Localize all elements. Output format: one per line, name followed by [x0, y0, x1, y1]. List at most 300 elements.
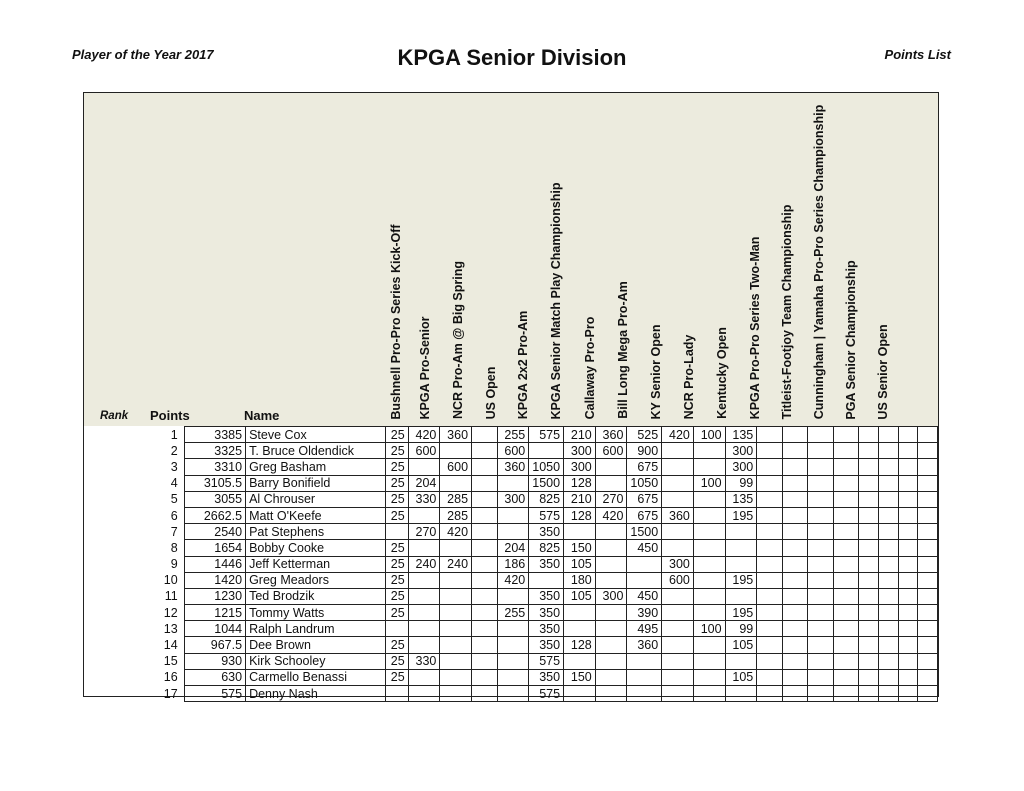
score-cell [782, 427, 808, 443]
score-cell [808, 653, 834, 669]
score-cell [725, 556, 757, 572]
score-cell [693, 669, 725, 685]
score-cell [833, 637, 859, 653]
score-cell [757, 621, 783, 637]
table-row [134, 427, 938, 443]
event-header [835, 93, 867, 423]
event-header [606, 93, 639, 423]
score-cell [385, 621, 408, 637]
empty-cell [918, 475, 938, 491]
empty-cell [879, 669, 899, 685]
score-cell [693, 572, 725, 588]
score-cell [472, 686, 498, 702]
event-header [672, 93, 705, 423]
score-cell [782, 588, 808, 604]
score-cell: 135 [725, 427, 757, 443]
score-cell [498, 637, 529, 653]
score-cell [693, 605, 725, 621]
score-cell [498, 588, 529, 604]
score-cell [808, 605, 834, 621]
score-cell [498, 621, 529, 637]
score-cell [472, 507, 498, 523]
empty-cell [859, 588, 879, 604]
score-cell: 300 [498, 491, 529, 507]
score-cell [757, 540, 783, 556]
points-cell: 3325 [184, 443, 245, 459]
score-cell [472, 605, 498, 621]
score-cell [662, 524, 694, 540]
empty-cell [918, 653, 938, 669]
score-cell: 1500 [627, 524, 662, 540]
empty-cell [859, 686, 879, 702]
score-cell [782, 524, 808, 540]
score-cell: 204 [408, 475, 440, 491]
score-cell [440, 605, 472, 621]
score-cell [808, 475, 834, 491]
score-cell [782, 572, 808, 588]
empty-cell [918, 588, 938, 604]
empty-cell [879, 605, 899, 621]
score-cell [440, 540, 472, 556]
table-row [134, 507, 938, 523]
score-cell: 420 [498, 572, 529, 588]
table-row [134, 491, 938, 507]
empty-cell [859, 443, 879, 459]
score-cell [472, 669, 498, 685]
score-cell: 300 [564, 459, 596, 475]
score-cell [757, 556, 783, 572]
score-cell: 600 [595, 443, 627, 459]
score-cell: 575 [529, 427, 564, 443]
score-cell: 450 [627, 540, 662, 556]
score-cell [440, 621, 472, 637]
points-cell: 1215 [184, 605, 245, 621]
score-cell: 150 [564, 669, 596, 685]
table-row [134, 621, 938, 637]
rank-cell: 9 [170, 557, 178, 572]
score-cell [725, 686, 757, 702]
points-cell: 1044 [184, 621, 245, 637]
score-cell [498, 507, 529, 523]
rank-cell: 12 [163, 605, 178, 620]
score-cell [693, 491, 725, 507]
event-header-label: PGA Senior Championship [844, 259, 858, 420]
empty-cell [879, 556, 899, 572]
score-cell [808, 443, 834, 459]
score-cell [564, 524, 596, 540]
score-cell: 675 [627, 459, 662, 475]
score-cell [440, 588, 472, 604]
rank-cell: 16 [163, 670, 178, 685]
score-cell: 270 [408, 524, 440, 540]
empty-cell [918, 605, 938, 621]
rank-cell: 2 [170, 443, 178, 458]
score-cell [757, 491, 783, 507]
empty-cell [918, 556, 938, 572]
score-cell [833, 475, 859, 491]
score-cell [662, 443, 694, 459]
event-header [384, 93, 408, 423]
empty-cell [879, 653, 899, 669]
table-row [134, 588, 938, 604]
score-cell: 270 [595, 491, 627, 507]
score-cell [833, 507, 859, 523]
score-cell [595, 686, 627, 702]
score-cell [757, 475, 783, 491]
score-cell [472, 459, 498, 475]
score-cell: 25 [385, 605, 408, 621]
rank-cell: 11 [164, 589, 178, 604]
score-cell: 350 [529, 637, 564, 653]
score-cell [408, 621, 440, 637]
name-cell: Tommy Watts [246, 605, 385, 621]
name-cell: Barry Bonifield [246, 475, 385, 491]
score-cell: 360 [662, 507, 694, 523]
rank-cell: 1 [170, 427, 178, 442]
event-header-label: Kentucky Open [714, 327, 729, 419]
score-cell [833, 669, 859, 685]
score-cell [757, 686, 783, 702]
score-cell [662, 605, 694, 621]
empty-cell [859, 459, 879, 475]
score-cell: 900 [627, 443, 662, 459]
empty-cell [879, 475, 899, 491]
score-cell: 204 [498, 540, 529, 556]
event-header [539, 93, 573, 423]
empty-cell [879, 637, 899, 653]
empty-cell [859, 572, 879, 588]
event-header-label: KY Senior Open [648, 324, 663, 419]
points-cell: 630 [184, 669, 245, 685]
event-header-label: Cunningham | Yamaha Pro-Pro Series Championship [812, 104, 826, 420]
empty-cell [918, 572, 938, 588]
score-cell: 350 [529, 621, 564, 637]
score-cell [472, 572, 498, 588]
empty-cell [918, 427, 938, 443]
score-cell [693, 686, 725, 702]
empty-cell [918, 669, 938, 685]
score-cell [498, 669, 529, 685]
score-cell [833, 605, 859, 621]
empty-cell [898, 669, 918, 685]
score-cell: 240 [440, 556, 472, 572]
empty-cell [918, 443, 938, 459]
score-cell [595, 637, 627, 653]
empty-cell [859, 605, 879, 621]
score-cell [662, 588, 694, 604]
score-cell [440, 637, 472, 653]
table-row [134, 572, 938, 588]
score-cell [725, 524, 757, 540]
score-cell [808, 540, 834, 556]
score-cell [627, 669, 662, 685]
table-row [134, 459, 938, 475]
score-cell [782, 605, 808, 621]
name-cell: Ted Brodzik [246, 588, 385, 604]
score-cell [725, 540, 757, 556]
event-header [867, 93, 899, 423]
event-header [705, 93, 738, 423]
empty-cell [879, 621, 899, 637]
event-header [639, 93, 672, 423]
rank-cell: 10 [163, 573, 178, 588]
rank-cell: 3 [170, 459, 178, 474]
empty-cell [898, 427, 918, 443]
score-cell [662, 540, 694, 556]
score-cell: 100 [693, 621, 725, 637]
score-cell: 360 [498, 459, 529, 475]
empty-cell [918, 491, 938, 507]
empty-cell [898, 507, 918, 523]
score-cell: 25 [385, 427, 408, 443]
score-cell: 600 [662, 572, 694, 588]
rank-column-header: Rank [100, 410, 129, 422]
score-cell: 495 [627, 621, 662, 637]
empty-cell [879, 686, 899, 702]
event-header [408, 93, 441, 423]
score-cell: 350 [529, 669, 564, 685]
score-cell: 360 [440, 427, 472, 443]
score-cell: 575 [529, 653, 564, 669]
points-cell: 2662.5 [184, 507, 245, 523]
points-cell: 1420 [184, 572, 245, 588]
points-cell: 3385 [184, 427, 245, 443]
score-cell: 360 [627, 637, 662, 653]
score-cell: 420 [662, 427, 694, 443]
name-cell: Dee Brown [246, 637, 385, 653]
score-cell [662, 475, 694, 491]
empty-cell [879, 427, 899, 443]
name-cell: Greg Basham [246, 459, 385, 475]
name-cell: Denny Nash [246, 686, 385, 702]
score-cell: 105 [564, 588, 596, 604]
score-cell [693, 637, 725, 653]
score-cell [627, 572, 662, 588]
score-cell: 128 [564, 507, 596, 523]
score-cell [595, 621, 627, 637]
score-cell: 240 [408, 556, 440, 572]
empty-cell [918, 637, 938, 653]
score-cell [782, 669, 808, 685]
event-header-label: KPGA Pro-Senior [417, 315, 432, 420]
score-cell [833, 556, 859, 572]
score-cell: 25 [385, 653, 408, 669]
empty-cell [879, 443, 899, 459]
score-cell [757, 637, 783, 653]
score-cell: 300 [725, 459, 757, 475]
score-cell: 150 [564, 540, 596, 556]
empty-cell [898, 540, 918, 556]
score-cell [757, 653, 783, 669]
empty-cell [859, 524, 879, 540]
score-cell [808, 556, 834, 572]
name-cell: Pat Stephens [246, 524, 385, 540]
empty-cell [879, 507, 899, 523]
name-column-header: Name [244, 408, 280, 423]
score-cell [564, 653, 596, 669]
score-cell [757, 507, 783, 523]
points-cell: 1230 [184, 588, 245, 604]
event-header-label: KPGA 2x2 Pro-Am [516, 310, 530, 419]
points-cell: 930 [184, 653, 245, 669]
name-cell: Matt O'Keefe [246, 507, 385, 523]
points-cell: 575 [184, 686, 245, 702]
score-cell [440, 653, 472, 669]
empty-cell [879, 540, 899, 556]
score-cell: 350 [529, 605, 564, 621]
score-cell [782, 686, 808, 702]
empty-cell [898, 524, 918, 540]
score-cell [757, 605, 783, 621]
score-cell: 255 [498, 605, 529, 621]
score-cell [440, 443, 472, 459]
event-header-label: KPGA Senior Match Play Championship [549, 181, 563, 420]
score-cell [408, 507, 440, 523]
score-cell [833, 686, 859, 702]
score-cell: 25 [385, 540, 408, 556]
score-cell: 300 [662, 556, 694, 572]
empty-cell [859, 427, 879, 443]
name-cell: Carmello Benassi [246, 669, 385, 685]
rank-cell: 7 [170, 524, 178, 539]
score-cell: 350 [529, 556, 564, 572]
score-cell [808, 637, 834, 653]
name-cell: Al Chrouser [246, 491, 385, 507]
points-cell: 967.5 [184, 637, 245, 653]
score-cell [472, 540, 498, 556]
score-cell [440, 686, 472, 702]
score-cell: 105 [564, 556, 596, 572]
score-cell: 420 [408, 427, 440, 443]
score-cell [757, 427, 783, 443]
score-cell: 1500 [529, 475, 564, 491]
empty-cell [879, 588, 899, 604]
name-cell: Jeff Ketterman [246, 556, 385, 572]
score-cell [757, 443, 783, 459]
empty-cell [859, 507, 879, 523]
rank-cell: 4 [170, 476, 178, 491]
score-cell: 330 [408, 491, 440, 507]
points-cell: 3105.5 [184, 475, 245, 491]
score-cell [782, 556, 808, 572]
score-cell [564, 686, 596, 702]
empty-cell [859, 621, 879, 637]
score-cell [757, 459, 783, 475]
score-cell: 105 [725, 669, 757, 685]
score-cell [782, 637, 808, 653]
score-cell: 825 [529, 540, 564, 556]
empty-cell [918, 621, 938, 637]
score-cell [662, 669, 694, 685]
score-cell [833, 524, 859, 540]
score-cell [808, 427, 834, 443]
empty-cell [898, 637, 918, 653]
score-cell [627, 686, 662, 702]
empty-cell [859, 475, 879, 491]
score-cell [595, 540, 627, 556]
score-cell: 360 [595, 427, 627, 443]
score-cell: 25 [385, 475, 408, 491]
score-cell: 195 [725, 507, 757, 523]
event-header-label: US Open [483, 366, 498, 419]
score-cell [529, 443, 564, 459]
score-cell [693, 524, 725, 540]
score-cell [662, 653, 694, 669]
score-cell [564, 605, 596, 621]
score-cell: 600 [408, 443, 440, 459]
score-cell [408, 686, 440, 702]
score-cell [529, 572, 564, 588]
score-cell [833, 653, 859, 669]
rank-cell: 14 [163, 638, 178, 653]
score-cell: 350 [529, 524, 564, 540]
score-cell [498, 653, 529, 669]
score-cell [408, 605, 440, 621]
score-cell: 99 [725, 621, 757, 637]
score-cell [408, 572, 440, 588]
empty-cell [918, 540, 938, 556]
score-cell: 285 [440, 491, 472, 507]
table-row [134, 686, 938, 702]
score-cell: 186 [498, 556, 529, 572]
event-header-label: KPGA Pro-Pro Series Two-Man [747, 236, 762, 419]
score-cell: 128 [564, 637, 596, 653]
score-cell: 390 [627, 605, 662, 621]
score-cell [595, 556, 627, 572]
score-cell [472, 427, 498, 443]
empty-cell [879, 459, 899, 475]
empty-cell [898, 556, 918, 572]
empty-cell [918, 686, 938, 702]
score-cell [757, 524, 783, 540]
score-cell: 675 [627, 491, 662, 507]
empty-cell [859, 637, 879, 653]
points-list-label: Points List [884, 47, 951, 62]
score-cell: 100 [693, 475, 725, 491]
points-cell: 3055 [184, 491, 245, 507]
score-cell [408, 540, 440, 556]
score-cell [662, 459, 694, 475]
score-cell [757, 669, 783, 685]
score-cell [408, 459, 440, 475]
empty-cell [898, 605, 918, 621]
score-cell [808, 572, 834, 588]
table-row [134, 653, 938, 669]
score-cell [627, 653, 662, 669]
score-cell: 25 [385, 491, 408, 507]
score-cell: 180 [564, 572, 596, 588]
score-cell: 99 [725, 475, 757, 491]
score-cell [472, 491, 498, 507]
score-cell: 420 [595, 507, 627, 523]
score-cell: 25 [385, 669, 408, 685]
empty-cell [859, 491, 879, 507]
score-cell [472, 637, 498, 653]
points-column-header: Points [150, 408, 190, 423]
score-cell [833, 491, 859, 507]
score-cell [693, 507, 725, 523]
score-cell: 210 [564, 491, 596, 507]
rank-cell: 5 [170, 492, 178, 507]
event-header [441, 93, 474, 423]
score-cell [782, 459, 808, 475]
score-cell [385, 686, 408, 702]
score-cell [595, 475, 627, 491]
score-cell [833, 459, 859, 475]
score-cell [833, 443, 859, 459]
score-cell [725, 588, 757, 604]
score-cell [472, 443, 498, 459]
